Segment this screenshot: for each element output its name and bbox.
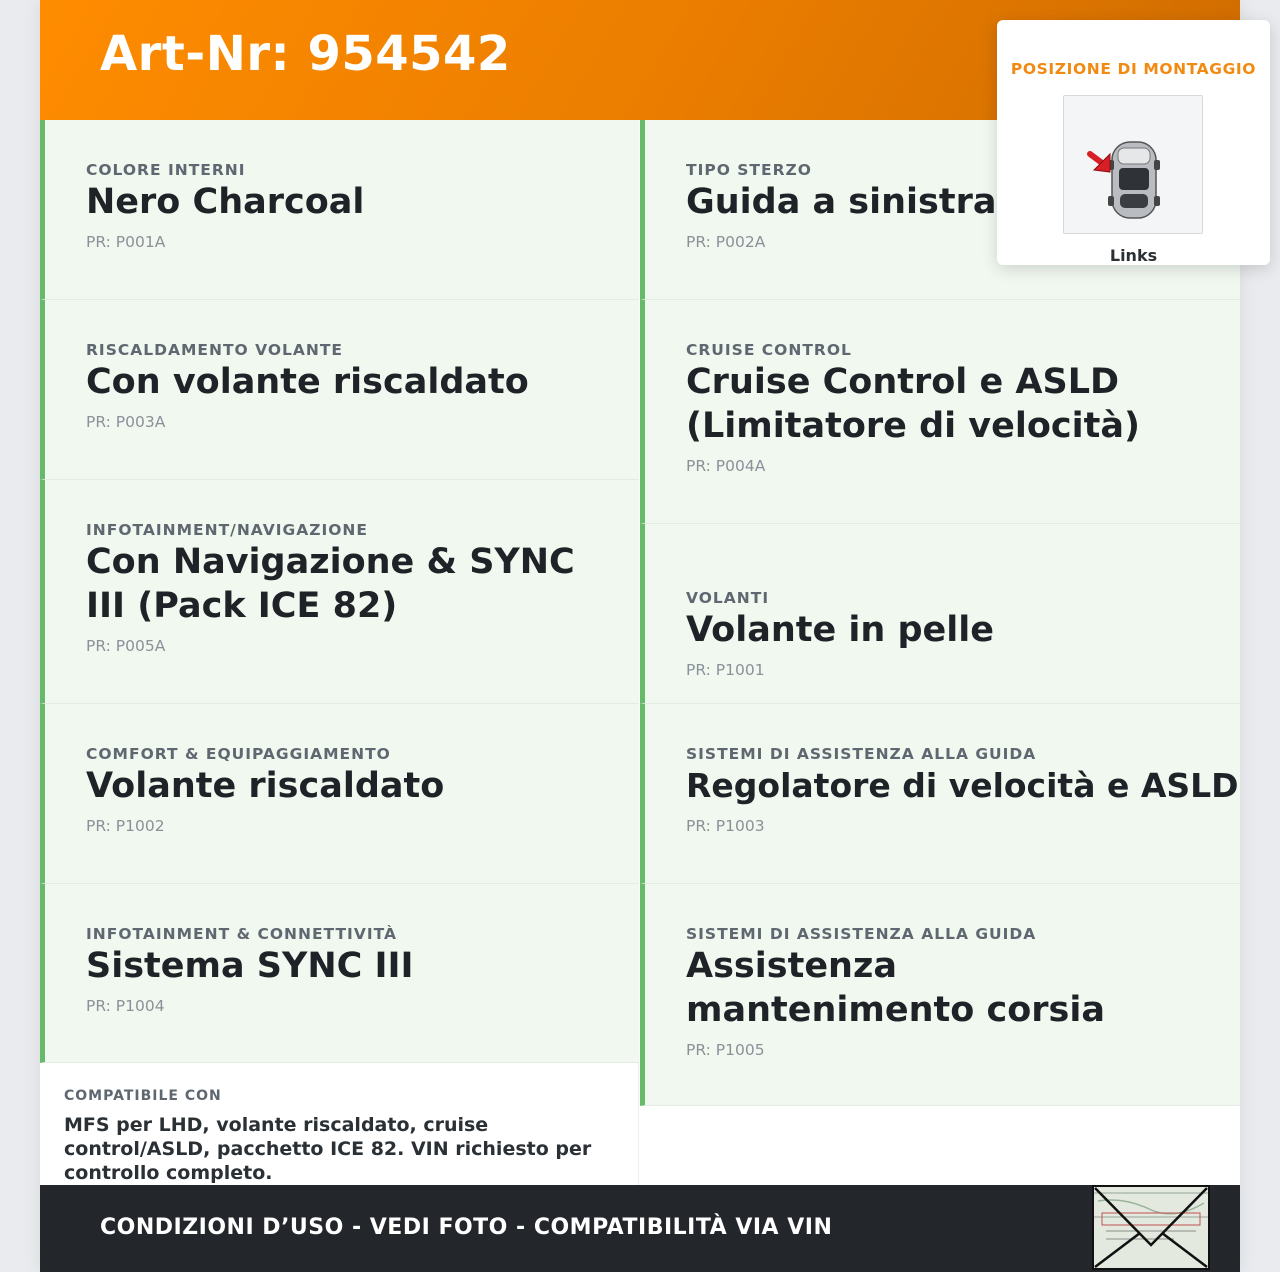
option-label: TIPO STERZO [686, 161, 812, 179]
product-sheet [40, 0, 1257, 1272]
option-value: Volante in pelle [686, 610, 995, 650]
mounting-caption: Links [1109, 246, 1158, 265]
option-card-cruise-control [640, 300, 1240, 524]
option-value: Con Navigazione & SYNC III (Pack ICE 82) [86, 542, 575, 626]
option-card-driver-assist-speed [640, 704, 1240, 884]
option-value: Regolatore di velocità e ASLD [686, 766, 1239, 805]
option-label: INFOTAINMENT/NAVIGAZIONE [86, 521, 368, 539]
option-label: CRUISE CONTROL [686, 341, 852, 359]
option-pr-code: PR: P003A [86, 413, 166, 431]
conditions-text: CONDIZIONI D’USO - VEDI FOTO - COMPATIBILITÀ VIA VIN [100, 1215, 833, 1240]
option-label: VOLANTI [686, 589, 770, 607]
option-card-interior-color [40, 120, 639, 300]
option-card-steering-wheels [640, 524, 1240, 704]
option-pr-code: PR: P004A [686, 457, 766, 475]
mounting-position-popup [997, 20, 1270, 265]
compatibility-box [40, 1063, 639, 1185]
option-pr-code: PR: P1001 [686, 661, 765, 679]
option-card-connectivity [40, 884, 639, 1063]
option-label: SISTEMI DI ASSISTENZA ALLA GUIDA [686, 925, 1037, 943]
option-pr-code: PR: P1003 [686, 817, 765, 835]
option-pr-code: PR: P1005 [686, 1041, 765, 1059]
footer-bar [40, 1185, 1240, 1272]
option-pr-code: PR: P1004 [86, 997, 165, 1015]
option-pr-code: PR: P005A [86, 637, 166, 655]
option-pr-code: PR: P002A [686, 233, 766, 251]
option-label: INFOTAINMENT & CONNETTIVITÀ [86, 925, 397, 943]
option-label: RISCALDAMENTO VOLANTE [86, 341, 344, 359]
option-card-steering-heating [40, 300, 639, 480]
option-pr-code: PR: P1002 [86, 817, 165, 835]
mounting-title: POSIZIONE DI MONTAGGIO [1010, 60, 1257, 78]
article-number: Art-Nr: 954542 [100, 26, 511, 82]
option-label: COLORE INTERNI [86, 161, 246, 179]
option-label: COMFORT & EQUIPAGGIAMENTO [86, 745, 391, 763]
option-value: Guida a sinistra [686, 182, 997, 222]
document-envelope-icon[interactable] [1092, 1185, 1210, 1270]
option-value: Sistema SYNC III [86, 946, 414, 986]
compatibility-text: MFS per LHD, volante riscaldato, cruise control/ASLD, pacchetto ICE 82. VIN richiesto per controllo completo. [64, 1114, 592, 1184]
option-card-infotainment-navigation [40, 480, 639, 704]
option-value: Nero Charcoal [86, 182, 365, 222]
option-card-driver-assist-lane [640, 884, 1240, 1106]
option-value: Con volante riscaldato [86, 362, 529, 402]
option-value: Cruise Control e ASLD (Limitatore di velocità) [686, 362, 1140, 446]
option-card-comfort [40, 704, 639, 884]
compatibility-label: COMPATIBILE CON [64, 1088, 222, 1104]
option-value: Volante riscaldato [86, 766, 445, 806]
car-top-view-icon [1063, 95, 1203, 234]
option-value: Assistenza mantenimento corsia [686, 946, 1105, 1030]
option-label: SISTEMI DI ASSISTENZA ALLA GUIDA [686, 745, 1037, 763]
option-pr-code: PR: P001A [86, 233, 166, 251]
